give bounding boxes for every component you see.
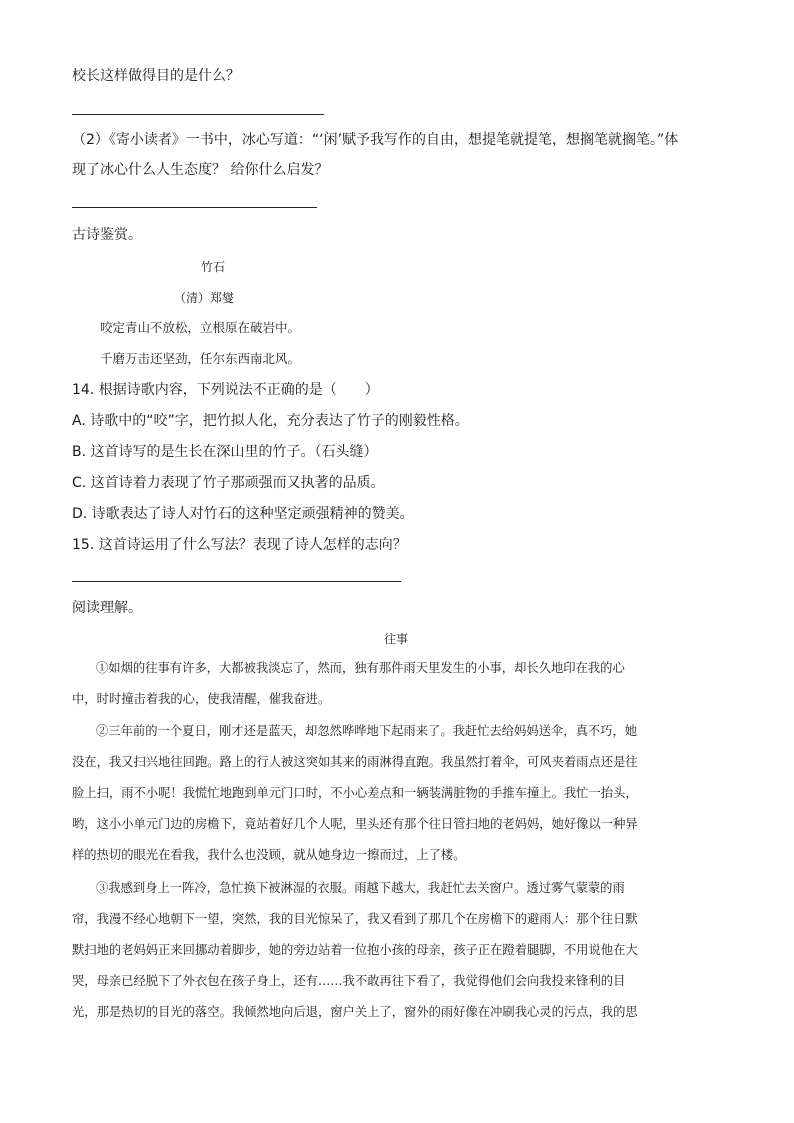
paragraph-line: 哭，母亲已经脱下了外衣包在孩子身上，还有……我不敢再往下看了，我觉得他们会向我投来锋利的目	[72, 974, 626, 988]
reading-heading: 阅读理解。	[72, 600, 142, 616]
answer-line-q13-2[interactable]	[72, 207, 317, 208]
paragraph-line: ③我感到身上一阵冷，急忙换下被淋湿的衣服。雨越下越大，我赶忙去关窗户。透过雾气蒙蒙的雨	[96, 881, 625, 895]
q14-option-c[interactable]: C. 这首诗着力表现了竹子那顽强而又执著的品质。	[72, 475, 385, 491]
poem-author: （清）郑燮	[174, 291, 235, 305]
paragraph-line: 帘，我漫不经心地朝下一望，突然，我的目光惊呆了，我又看到了那几个在房檐下的避雨人：那个往日默	[72, 912, 638, 926]
poem-line-1: 咬定青山不放松，立根原在破岩中。	[100, 320, 301, 335]
q14-option-a[interactable]: A. 诗歌中的“咬”字，把竹拟人化，充分表达了竹子的刚毅性格。	[72, 413, 469, 429]
paragraph-line: 哟，这小小单元门边的房檐下，竟站着好几个人呢，里头还有那个往日管扫地的老妈妈，她好像以一种异	[72, 817, 638, 831]
q15-stem: 15. 这首诗运用了什么写法？表现了诗人怎样的志向？	[72, 537, 407, 553]
q14-option-b[interactable]: B. 这首诗写的是生长在深山里的竹子。（石头缝）	[72, 444, 378, 460]
paragraph-line: ②三年前的一个夏日，刚才还是蓝天，却忽然哗哗地下起雨来了。我赶忙去给妈妈送伞，真不巧，她	[96, 724, 638, 738]
paragraph-line: 默扫地的老妈妈正来回挪动着脚步，她的旁边站着一位抱小孩的母亲，孩子正在蹬着腿脚，不用说他在大	[72, 943, 638, 957]
q13-part2-line2: 现了冰心什么人生态度？ 给你什么启发？	[72, 162, 329, 178]
reading-title: 往事	[384, 632, 409, 646]
paragraph-line: 脸上扫，雨不小呢！我慌忙地跑到单元门口时，不小心差点和一辆装满脏物的手推车撞上。我忙一抬头，	[72, 786, 638, 800]
paragraph-line: 光，那是热切的目光的落空。我倾然地向后退，窗户关上了，窗外的雨好像在冲刷我心灵的污点，我的思	[72, 1005, 638, 1019]
q14-stem: 14. 根据诗歌内容，下列说法不正确的是（ ）	[72, 382, 379, 398]
q13-part1-tail: 校长这样做得目的是什么？	[72, 68, 240, 84]
reading-paragraph-1	[72, 653, 722, 715]
paragraph-line: 样的热切的眼光在看我，我什么也没顾，就从她身边一擦而过，上了楼。	[72, 848, 466, 862]
poem-section-heading: 古诗鉴赏。	[72, 227, 142, 243]
paragraph-line: 中，时时撞击着我的心，使我清醒，催我奋进。	[72, 692, 331, 706]
reading-paragraph-3	[72, 873, 722, 1028]
poem-line-2: 千磨万击还坚劲，任尔东西南北风。	[100, 351, 301, 366]
poem-title: 竹石	[201, 260, 226, 274]
q14-option-d[interactable]: D. 诗歌表达了诗人对竹石的这种坚定顽强精神的赞美。	[72, 506, 414, 522]
answer-line-q13-1[interactable]	[72, 114, 324, 115]
paragraph-line: ①如烟的往事有许多，大都被我淡忘了，然而，独有那件雨天里发生的小事，却长久地印在我的心	[96, 661, 625, 675]
reading-paragraph-2	[72, 716, 722, 871]
q13-part2-line1: （2）《寄小读者》一书中，冰心写道：“‘闲’赋予我写作的自由，想提笔就提笔，想搁笔就搁笔。”体	[72, 132, 679, 148]
paragraph-line: 没在，我又扫兴地往回跑。路上的行人被这突如其来的雨淋得直跑。我虽然打着伞，可风夹着雨点还是往	[72, 755, 638, 769]
answer-line-q15[interactable]	[72, 581, 401, 582]
